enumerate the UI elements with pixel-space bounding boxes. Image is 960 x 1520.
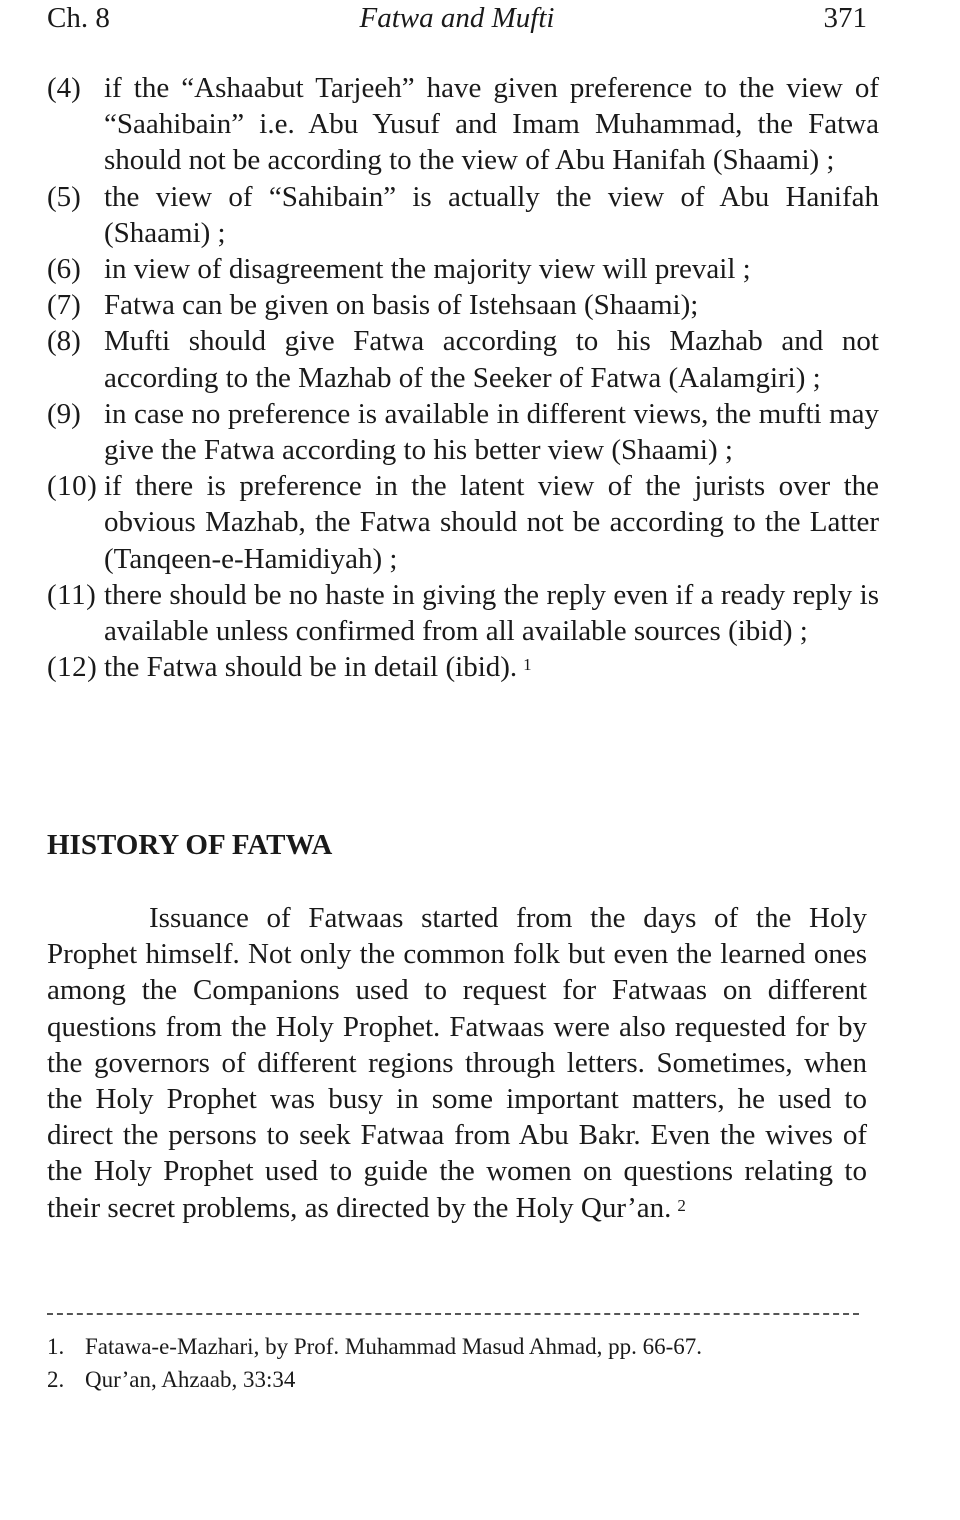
list-item-text: in view of disagreement the majority view will prevail ;	[104, 253, 751, 286]
list-item-number: (8)	[47, 325, 81, 358]
list-item	[47, 251, 879, 287]
paragraph-text: Issuance of Fatwaas started from the days of the Holy Prophet himself. Not only the common folk but even the learned ones among the Companions used to request for Fatwaas on different questions from the Holy Prophet. Fatwaas were also requested for by the governors of different regions through letters. Sometimes, when the Holy Prophet was busy in some important matters, he used to direct the persons to seek Fatwaa from Abu Bakr. Even the wives of the Holy Prophet used to guide the women on questions relating to their secret problems, as directed by the Holy Qur’an.	[47, 902, 867, 1224]
list-item-number: (11)	[47, 578, 97, 611]
footnote	[47, 1330, 867, 1363]
list-item	[47, 179, 879, 251]
footnote-number: 2.	[47, 1367, 65, 1392]
list-item	[47, 577, 879, 649]
running-head	[47, 0, 867, 36]
list-item	[47, 468, 879, 577]
list-item-number: (6)	[47, 253, 81, 286]
running-title: Fatwa and Mufti	[359, 2, 555, 34]
list-item-number: (5)	[47, 180, 81, 213]
chapter-label: Ch. 8	[47, 2, 110, 34]
page-number: 371	[823, 2, 867, 34]
body-paragraph	[47, 900, 867, 1226]
footnote-divider	[47, 1313, 859, 1315]
list-item	[47, 396, 879, 468]
footnote-ref: 1	[523, 655, 532, 675]
list-item	[47, 70, 879, 179]
list-item-text: Fatwa can be given on basis of Istehsaan (Shaami);	[104, 289, 699, 322]
list-item-text: if the “Ashaabut Tarjeeh” have given preference to the view of “Saahibain” i.e. Abu Yusuf and Imam Muhammad, the Fatwa should not be according to the view of Abu Hanifah (Shaami) ;	[104, 72, 879, 177]
list-item-text: in case no preference is available in different views, the mufti may give the Fatwa according to his better view (Shaami) ;	[104, 397, 879, 467]
list-item-text: the Fatwa should be in detail (ibid).	[104, 651, 518, 684]
list-item	[47, 323, 879, 395]
footnote	[47, 1363, 867, 1396]
list-item-text: Mufti should give Fatwa according to his Mazhab and not according to the Mazhab of the Seeker of Fatwa (Aalamgiri) ;	[104, 325, 879, 394]
list-item-number: (7)	[47, 289, 81, 322]
footnote-number: 1.	[47, 1334, 65, 1359]
footnote-text: Qur’an, Ahzaab, 33:34	[85, 1367, 296, 1392]
footnote-text: Fatawa-e-Mazhari, by Prof. Muhammad Masud Ahmad, pp. 66-67.	[85, 1334, 703, 1359]
list-item-number: (12)	[47, 651, 98, 684]
list-item-number: (4)	[47, 72, 81, 104]
list-item-text: the view of “Sahibain” is actually the view of Abu Hanifah (Shaami) ;	[104, 180, 879, 249]
list-item	[47, 287, 879, 323]
list-item-text: there should be no haste in giving the reply even if a ready reply is available unless confirmed from all available sources (ibid) ;	[104, 578, 879, 648]
list-item-number: (9)	[47, 397, 81, 430]
list-item-text: if there is preference in the latent view of the jurists over the obvious Mazhab, the Fatwa should not be according to the Latter (Tanqeen-e-Hamidiyah) ;	[104, 470, 879, 575]
section-heading: HISTORY OF FATWA	[47, 829, 333, 861]
list-item-number: (10)	[47, 470, 98, 503]
footnote-ref: 2	[677, 1195, 686, 1215]
footnotes	[47, 1330, 867, 1396]
list-item	[47, 649, 879, 685]
rules-list	[47, 70, 879, 685]
